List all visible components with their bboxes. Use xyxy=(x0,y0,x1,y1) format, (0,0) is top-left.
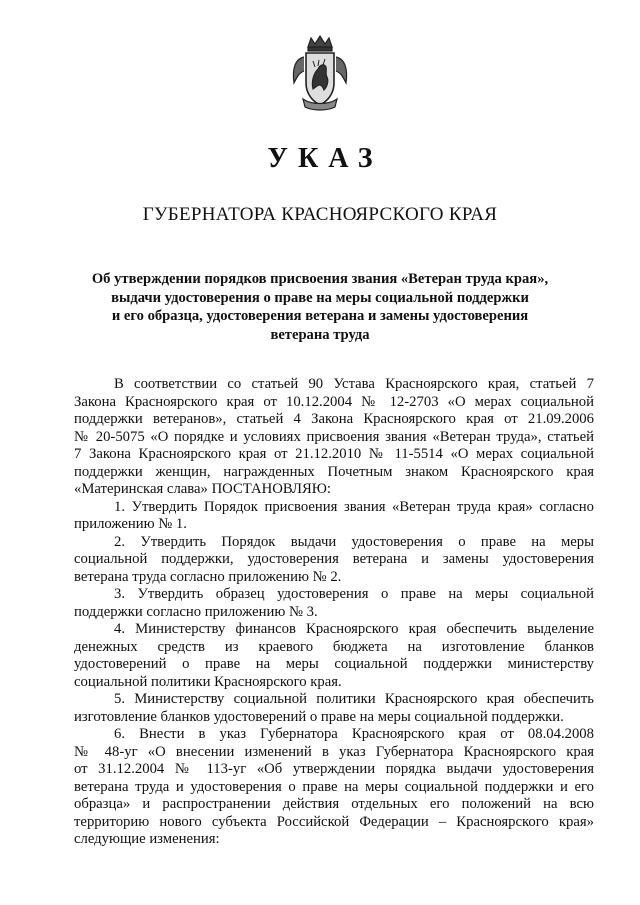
body-text-line: поддержки ветеранов», статьей 4 Закона Красноярского края от 21.09.2006 xyxy=(74,411,594,427)
body-text-line: 2. Утвердить Порядок выдачи удостоверения о праве на меры xyxy=(114,533,594,550)
heading-line: и его образца, удостоверения ветерана и замены удостоверения xyxy=(111,308,529,324)
body-text-line: территорию нового субъекта Российской Федерации – Красноярского края» xyxy=(74,813,594,830)
body-text-line: денежных средств из краевого бюджета на изготовление бланков xyxy=(74,638,594,655)
body-text-line: ветерана труда и удостоверения о праве на меры социальной поддержки и его xyxy=(74,778,594,795)
body-text-line: 3. Утвердить образец удостоверения о праве на меры социальной xyxy=(114,586,594,602)
decree-heading xyxy=(85,270,555,344)
body-text-line: № 20-5075 «О порядке и условиях присвоения звания «Ветеран труда», статьей xyxy=(74,428,594,445)
body-text-line: 5. Министерству социальной политики Красноярского края обеспечить xyxy=(114,691,594,707)
body-text-line: «Материнская слава» ПОСТАНОВЛЯЮ: xyxy=(74,481,331,497)
body-text-line: образца» и распространении действия отдельных его положений на всю xyxy=(74,796,594,812)
body-text-line: поддержки согласно приложению № 3. xyxy=(74,603,318,620)
body-text-line: № 48-уг «О внесении изменений в указ Губернатора Красноярского края xyxy=(74,743,594,760)
decree-title: УКАЗ xyxy=(267,143,383,174)
heading-line: Об утверждении порядков присвоения звания «Ветеран труда края», xyxy=(91,271,549,287)
body-text-line: социальной поддержки, удостоверения ветерана и замены удостоверения xyxy=(74,551,594,567)
decree-body xyxy=(74,376,594,849)
krasnoyarsk-coat-of-arms-icon xyxy=(289,33,351,113)
body-text-line: от 31.12.2004 № 113-уг «Об утверждении порядка выдачи удостоверения xyxy=(74,761,594,777)
body-text-line: приложению № 1. xyxy=(74,516,187,532)
body-text-line: удостоверений о праве на меры социальной поддержки министерству xyxy=(74,656,594,672)
body-text-line: 7 Закона Красноярского края от 21.12.2010 № 11-5514 «О мерах социальной xyxy=(74,446,594,462)
decree-issuer: ГУБЕРНАТОРА КРАСНОЯРСКОГО КРАЯ xyxy=(142,204,498,225)
body-text-line: изготовление бланков удостоверений о праве на меры социальной поддержки. xyxy=(74,708,564,725)
heading-line: выдачи удостоверения о праве на меры социальной поддержки xyxy=(111,289,529,306)
body-text-line: ветерана труда согласно приложению № 2. xyxy=(74,568,342,585)
body-text-line: следующие изменения: xyxy=(74,831,220,847)
heading-line: ветерана труда xyxy=(270,326,370,343)
body-text-line: 1. Утвердить Порядок присвоения звания «Ветеран труда края» согласно xyxy=(114,498,594,515)
body-text-line: поддержки женщин, награжденных Почетным знаком Красноярского края xyxy=(74,463,594,480)
body-text-line: социальной политики Красноярского края. xyxy=(74,673,342,690)
body-text-line: 6. Внести в указ Губернатора Красноярского края от 08.04.2008 xyxy=(114,726,594,742)
body-text-line: В соответствии со статьей 90 Устава Красноярского края, статьей 7 xyxy=(114,376,594,392)
body-text-line: 4. Министерству финансов Красноярского края обеспечить выделение xyxy=(114,621,594,637)
body-text-line: Закона Красноярского края от 10.12.2004 № 12-2703 «О мерах социальной xyxy=(74,393,594,410)
